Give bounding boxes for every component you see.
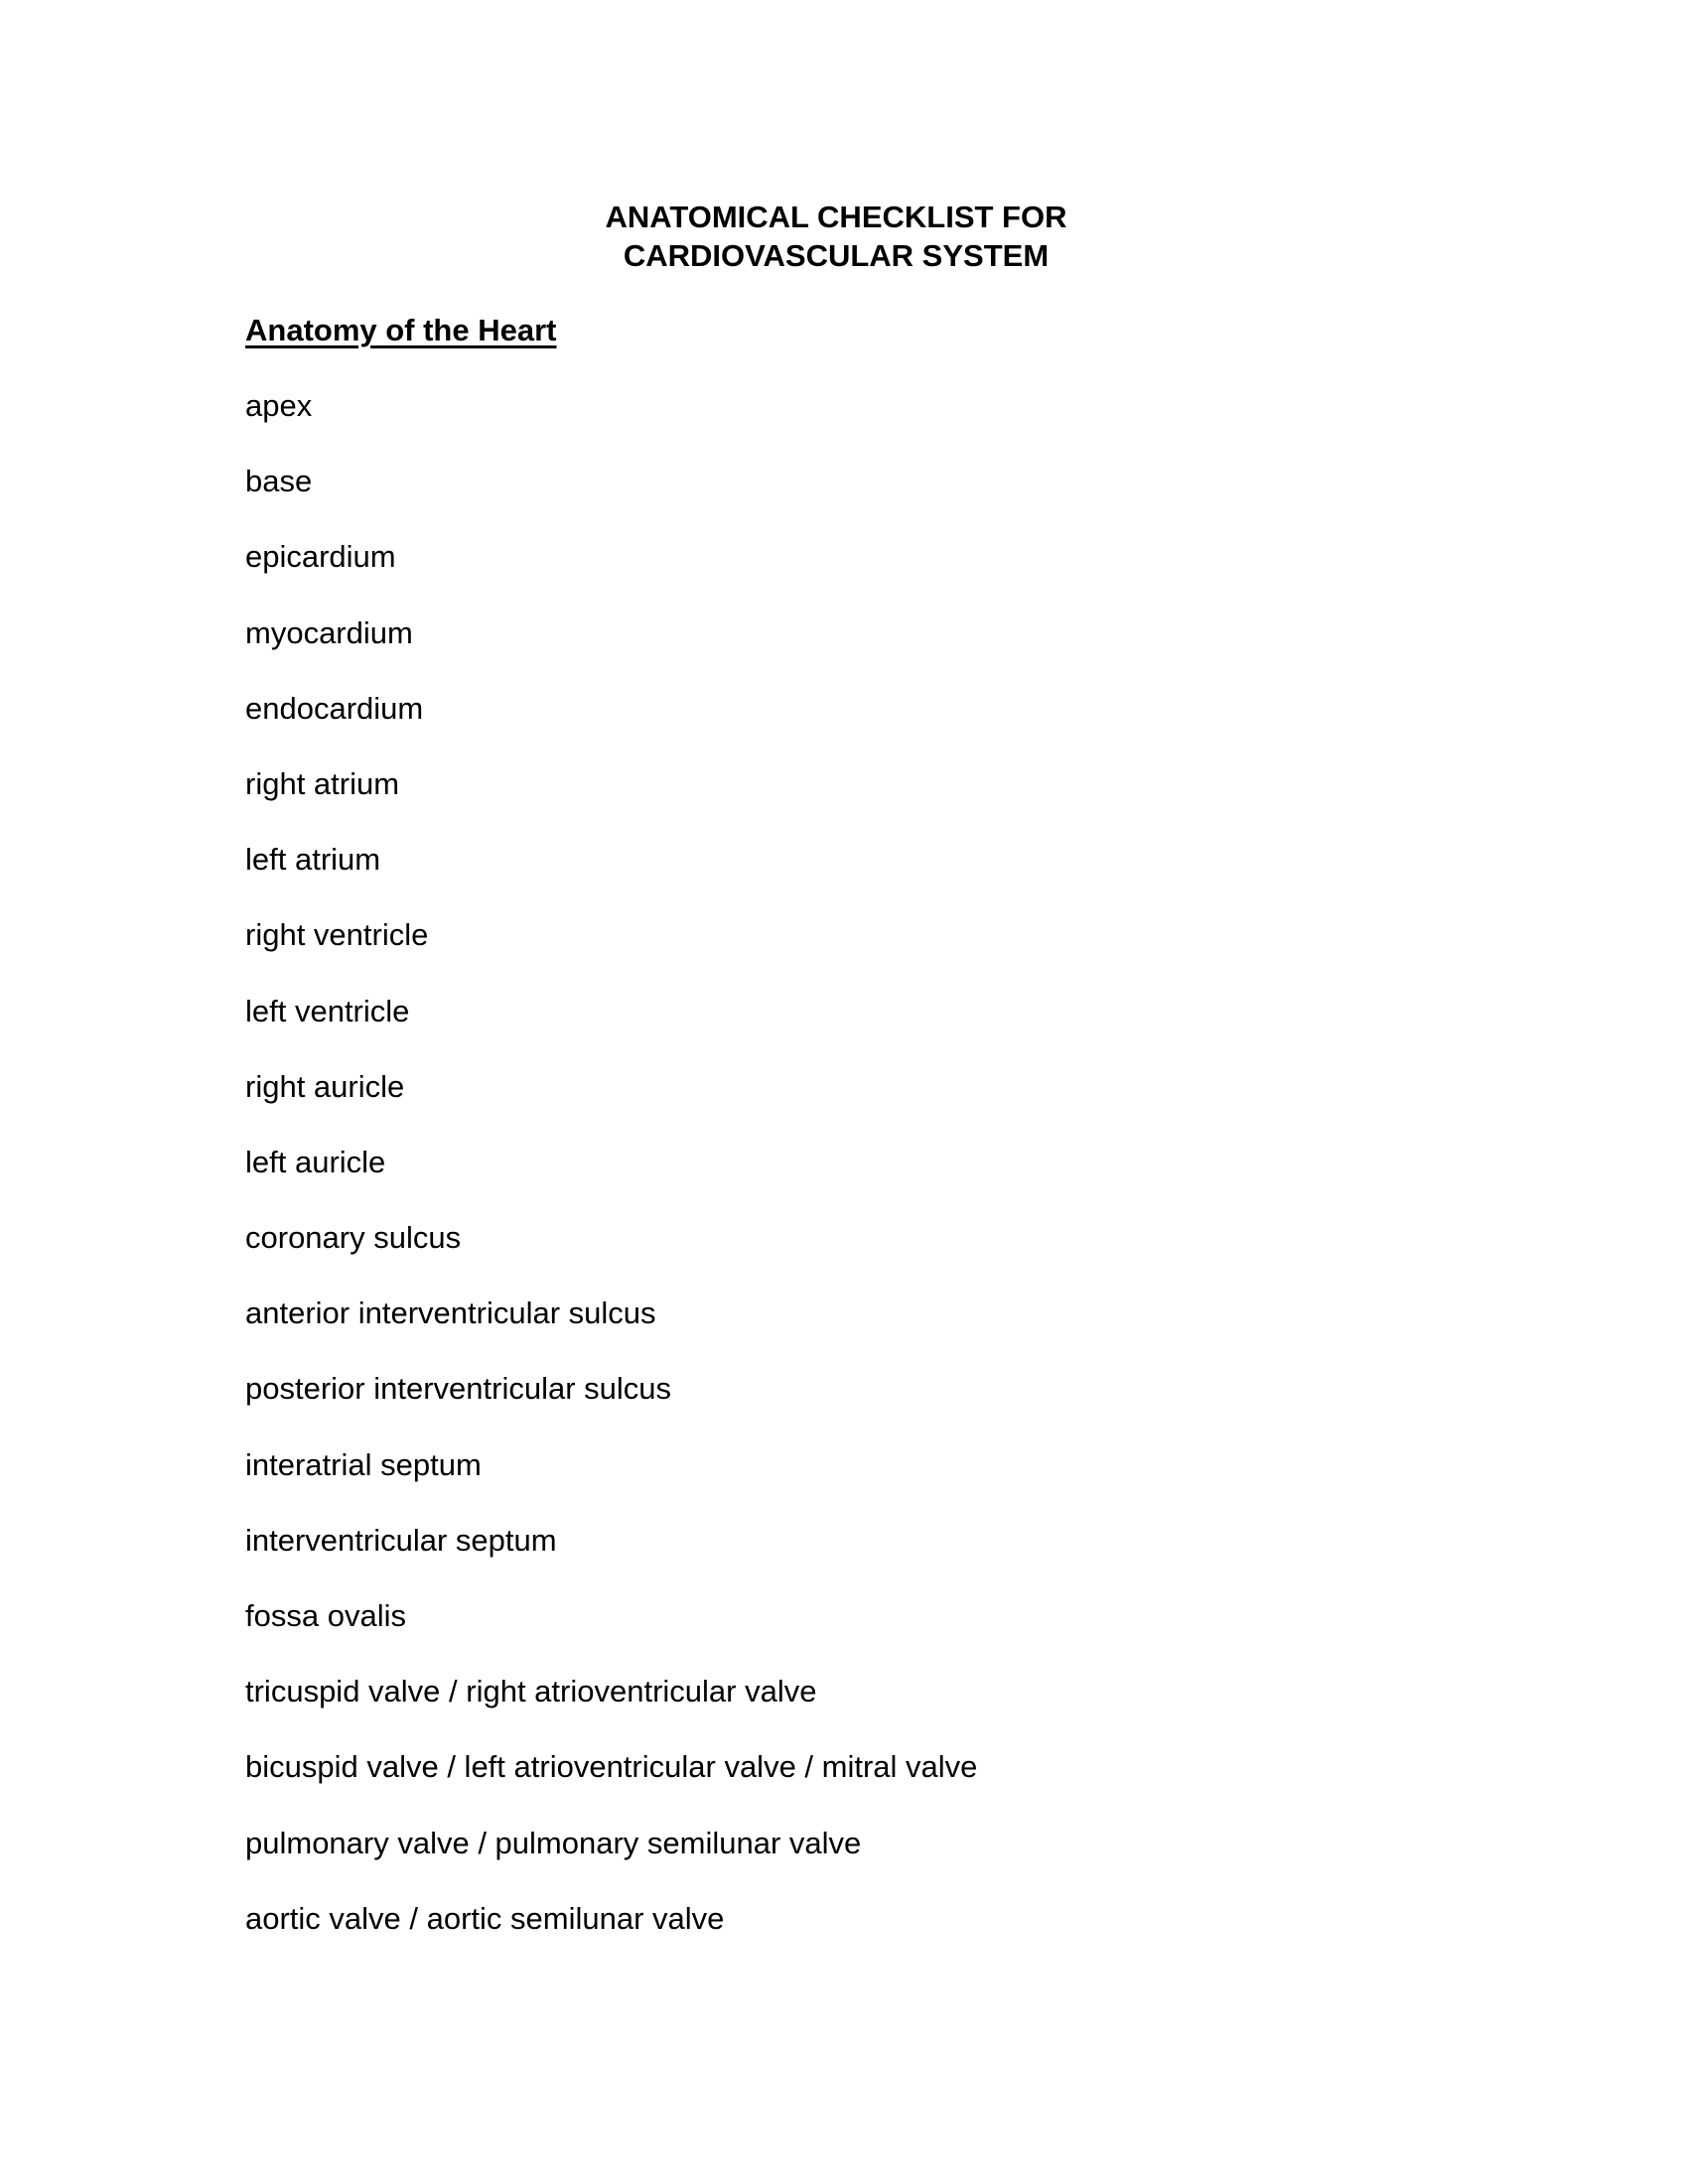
list-item: posterior interventricular sulcus bbox=[245, 1371, 672, 1407]
list-item: pulmonary valve / pulmonary semilunar valve bbox=[245, 1825, 862, 1860]
list-item: right atrium bbox=[245, 765, 400, 801]
list-item: fossa ovalis bbox=[245, 1598, 406, 1633]
list-item: right ventricle bbox=[245, 917, 429, 953]
section-heading-anatomy-of-the-heart: Anatomy of the Heart bbox=[245, 313, 557, 347]
list-item: right auricle bbox=[245, 1068, 405, 1104]
list-item: tricuspid valve / right atrioventricular valve bbox=[245, 1674, 817, 1709]
list-item: coronary sulcus bbox=[245, 1220, 462, 1256]
list-item: left atrium bbox=[245, 842, 381, 878]
list-item: base bbox=[245, 464, 313, 499]
list-item: apex bbox=[245, 388, 313, 423]
list-item: myocardium bbox=[245, 614, 413, 650]
title-line-2: CARDIOVASCULAR SYSTEM bbox=[623, 238, 1050, 273]
list-item: interventricular septum bbox=[245, 1522, 557, 1558]
anatomy-checklist bbox=[245, 387, 977, 1976]
list-item: epicardium bbox=[245, 539, 396, 575]
list-item: bicuspid valve / left atrioventricular valve / mitral valve bbox=[245, 1749, 978, 1785]
list-item: aortic valve / aortic semilunar valve bbox=[245, 1900, 725, 1936]
list-item: anterior interventricular sulcus bbox=[245, 1296, 656, 1331]
list-item: left auricle bbox=[245, 1144, 386, 1179]
list-item: left ventricle bbox=[245, 993, 410, 1028]
title-line-1: ANATOMICAL CHECKLIST FOR bbox=[605, 200, 1067, 234]
document-title bbox=[0, 198, 1680, 275]
list-item: interatrial septum bbox=[245, 1446, 482, 1482]
list-item: endocardium bbox=[245, 690, 424, 726]
